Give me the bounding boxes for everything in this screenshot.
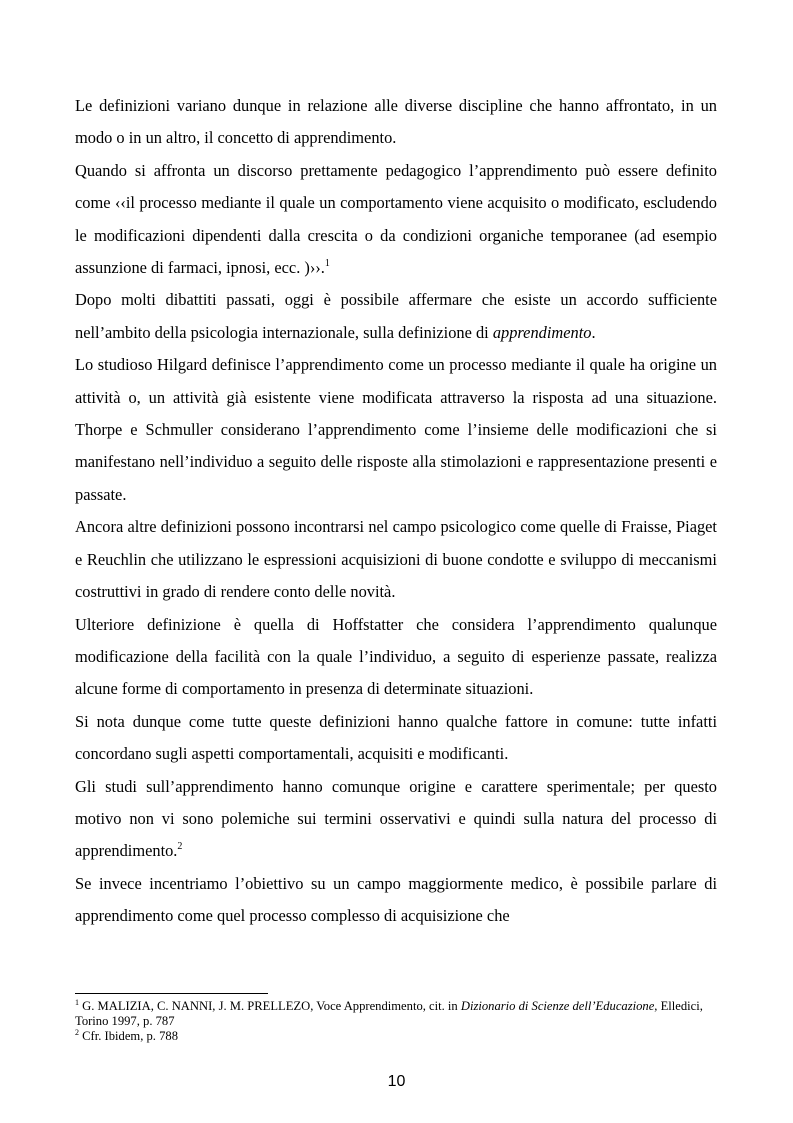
paragraph-pedagogical: Quando si affronta un discorso prettamente pedagogico l’apprendimento può essere definito come ‹‹il processo mediante il quale un comportamento viene acquisito o modificato, escludendo le modificazioni dipendenti dalla crescita o da condizioni organiche temporanee (ad esempio assunzione di farmaci, ipnosi, ecc. )››.$^1$ — [75, 160, 717, 278]
footnote-1: $^1$ G. MALIZIA, C. NANNI, J. M. PRELLEZO, Voce Apprendimento, cit. in Dizionario di Scienze dell’Educazione, Elledici, Torino 1997, p. 787 — [75, 998, 703, 1029]
footnote-ref-1: 1 — [324, 258, 330, 270]
paragraph-hoffstatter: Ulteriore definizione è quella di Hoffstatter che considera l’apprendimento qualunque modificazione della facilità con la quale l’individuo, a seguito di esperienze passate, realizza alcune forme di comportamento in presenza di determinate situazioni. — [75, 614, 717, 699]
paragraph-medical: Se invece incentriamo l’obiettivo su un campo maggiormente medico, è possibile parlare di apprendimento come quel processo complesso di acquisizione che — [75, 873, 717, 926]
italic-term: apprendimento — [492, 322, 592, 342]
footnotes — [75, 999, 717, 1045]
paragraph-agreement: Dopo molti dibattiti passati, oggi è possibile affermare che esiste un accordo sufficiente nell’ambito della psicologia internazionale, sulla definizione di apprendimento. — [75, 290, 717, 342]
paragraph-common-factor: Si nota dunque come tutte queste definizioni hanno qualche fattore in comune: tutte infatti concordano sugli aspetti comportamentali, acquisiti e modificanti. — [75, 711, 717, 764]
paragraph-hilgard: Lo studioso Hilgard definisce l’apprendimento come un processo mediante il quale ha origine un attività o, un attività già esistente viene modificata attraverso la risposta ad una situazione. Thorpe e Schmuller considerano l’apprendimento come l’insieme delle modificazioni che si manifestano nell’individuo a seguito delle risposte alla stimolazioni e rappresentazione presenti e passate. — [75, 355, 717, 504]
paragraph-other-definitions: Ancora altre definizioni possono incontrarsi nel campo psicologico come quelle di Fraisse, Piaget e Reuchlin che utilizzano le espressioni acquisizioni di buone condotte e sviluppo di meccanismi costruttivi in grado di rendere conto delle novità. — [75, 517, 717, 602]
paragraph-definitions: Le definizioni variano dunque in relazione alle diverse discipline che hanno affrontato, in un modo o in un altro, il concetto di apprendimento. — [75, 96, 717, 148]
paragraph-experimental: Gli studi sull’apprendimento hanno comunque origine e carattere sperimentale; per questo motivo non vi sono polemiche sui termini osservativi e quindi sulla natura del processo di apprendimento.$^2$ — [75, 776, 717, 861]
footnote-separator — [75, 993, 268, 994]
footnote-2: $^2$ Cfr. Ibidem, p. 788 — [75, 1028, 178, 1044]
page-number: 10 — [387, 1073, 406, 1090]
footnote-ref-2: 2 — [177, 841, 183, 853]
body-text — [75, 90, 717, 933]
